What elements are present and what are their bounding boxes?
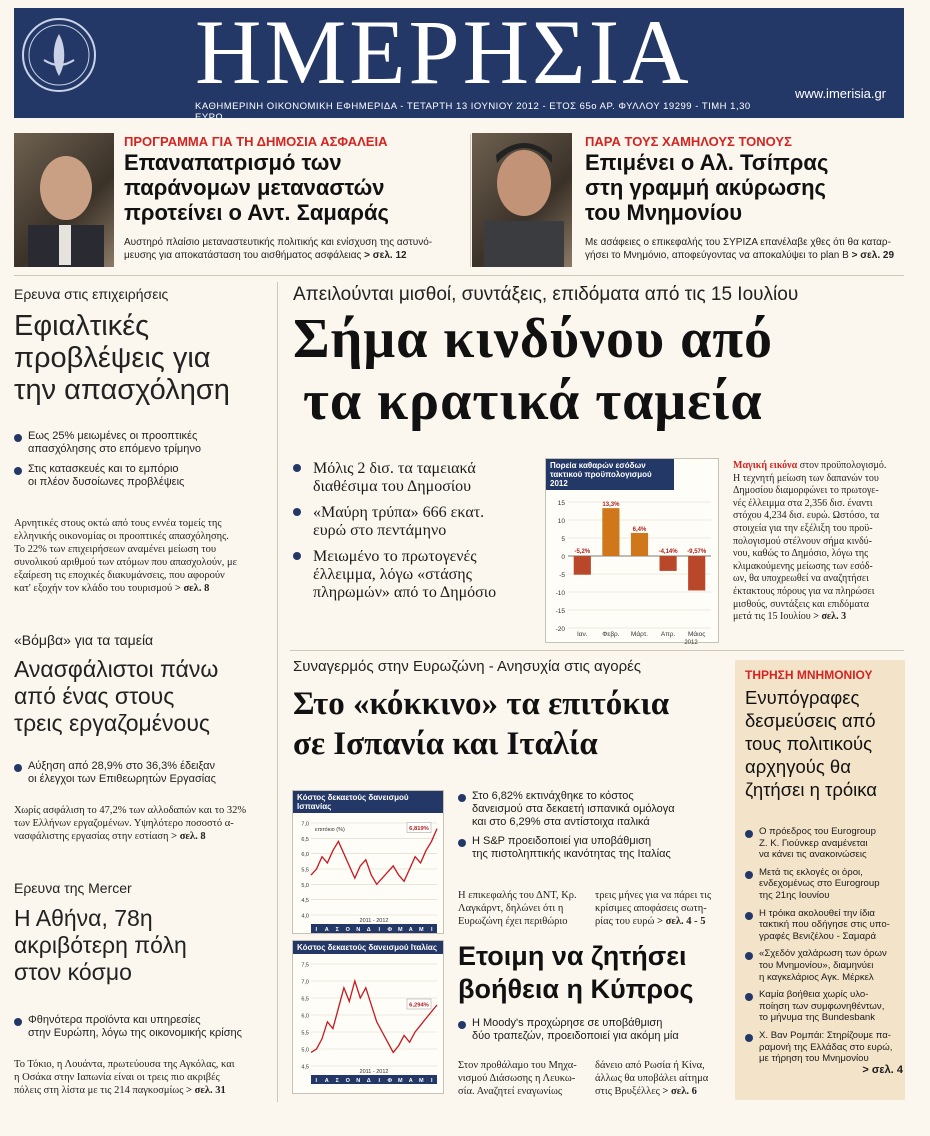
sidebox-bullets: Ο πρόεδρος του Eurogroup Ζ. Κ. Γιούνκερ αναμένεται να κάνει τις ανακοινώσεις Μετά τις εκλογές οι όροι, ενδεχομένως στο Eurogroup της 21ης Ιουνίου Η τρόικα ακολουθεί την ίδια τακτική που οδήγησε στις υπο- γραφές Βενιζέλου - Σαμαρά «Σχεδόν χαλάρωση των όρων του Μνημονίου», διαμηνύει η καγκελάριος Αγκ. Μέρκελ Καμία βοήθεια χωρίς υλο- ποίηση των συμφωνηθέντων, το μήνυμα της Bundesbank Χ. Βαν Ρομπάι: Στηρίζουμε πα- ραμονή της Ελλάδας στο ευρώ, με τήρηση του Μνημονίου > σελ. 4 bbox=[745, 826, 903, 1076]
page-ref[interactable]: > σελ. 8 bbox=[171, 831, 206, 842]
top-right-headline[interactable]: Επιμένει ο Αλ. Τσίπρας στη γραμμή ακύρωσης του Μνημονίου bbox=[585, 150, 829, 225]
bar-value-label: 13,3% bbox=[602, 502, 620, 509]
cyprus-headline[interactable]: Ετοιμη να ζητήσει βοήθεια η Κύπρος bbox=[458, 941, 694, 1004]
sidebox-kicker: ΤΗΡΗΣΗ ΜΝΗΜΟΝΙΟΥ bbox=[745, 668, 873, 682]
y-tick-label: 7,5 bbox=[301, 962, 309, 969]
top-left-kicker: ΠΡΟΓΡΑΜΜΑ ΓΙΑ ΤΗ ΔΗΜΟΣΙΑ ΑΣΦΑΛΕΙΑ bbox=[124, 134, 388, 149]
revenue-chart-title: Πορεία καθαρών εσόδων τακτικού προϋπολογισμού 2012 bbox=[546, 459, 674, 490]
revenue-chart bbox=[546, 490, 718, 650]
newspaper-seal-logo bbox=[22, 18, 96, 92]
bar-value-label: -4,14% bbox=[658, 549, 678, 555]
top-right-kicker: ΠΑΡΑ ΤΟΥΣ ΧΑΜΗΛΟΥΣ ΤΟΝΟΥΣ bbox=[585, 134, 792, 149]
revenue-chart-panel bbox=[545, 458, 719, 646]
cyprus-body-col1: Στον προθάλαμο του Μηχα- νισμού Διάσωσης η Λευκω- σία. Αναζητεί εναγωνίως bbox=[458, 1060, 577, 1097]
y-tick-label: 4,0 bbox=[301, 913, 309, 920]
x-tick-label: Φ bbox=[387, 927, 393, 933]
left3-bullets: Φθηνότερα προϊόντα και υπηρεσίες στην Ευρώπη, λόγω της οικονομικής κρίσης bbox=[14, 1014, 276, 1040]
y-tick-label: 5 bbox=[561, 536, 565, 543]
page-ref[interactable]: > σελ. 3 bbox=[813, 611, 847, 623]
spain-chart-title: Κόστος δεκαετούς δανεισμού Ισπανίας bbox=[293, 791, 443, 813]
bar-value-label: -9,57% bbox=[687, 549, 707, 555]
left1-headline[interactable]: Εφιαλτικές προβλέψεις για την απασχόληση bbox=[14, 310, 230, 406]
y-tick-label: -15 bbox=[555, 608, 565, 615]
x-tick-label: Ι bbox=[315, 927, 318, 933]
dateline: ΚΑΘΗΜΕΡΙΝΗ ΟΙΚΟΝΟΜΙΚΗ ΕΦΗΜΕΡΙΔΑ - ΤΕΤΑΡΤΗ 13 ΙΟΥΝΙΟΥ 2012 - ΕΤΟΣ 65ο ΑΡ. ΦΥΛΛΟΥ 19299 - ΤΙΜΗ 1,30 ΕΥΡΩ bbox=[195, 101, 751, 123]
page-ref[interactable]: > σελ. 4 - 5 bbox=[657, 916, 706, 927]
left2-headline[interactable]: Ανασφάλιστοι πάνω από ένας στους τρεις εργαζομένους bbox=[14, 656, 219, 736]
spain-yield-chart-panel bbox=[292, 790, 444, 934]
y-tick-label: 7,0 bbox=[301, 979, 309, 986]
left1-kicker: Ερευνα στις επιχειρήσεις bbox=[14, 286, 169, 302]
bar bbox=[660, 556, 677, 571]
masthead-title[interactable]: ΗΜΕΡΗΣΙΑ bbox=[195, 1, 692, 103]
page-ref[interactable]: > σελ. 12 bbox=[364, 250, 407, 261]
left3-headline[interactable]: Η Αθήνα, 78η ακριβότερη πόλη στον κόσμο bbox=[14, 905, 187, 985]
x-tick-label: Μάιος bbox=[688, 631, 706, 638]
last-value-label: 6,819% bbox=[409, 826, 429, 833]
x-tick-label: Ι bbox=[378, 927, 381, 933]
y-tick-label: 6,5 bbox=[301, 836, 309, 843]
y-tick-label: -10 bbox=[555, 590, 565, 597]
y-tick-label: 4,5 bbox=[301, 898, 309, 905]
y-tick-label: 6,0 bbox=[301, 1013, 309, 1020]
italy-chart-title: Κόστος δεκαετούς δανεισμού Ιταλίας bbox=[293, 941, 443, 954]
y-tick-label: 7,0 bbox=[301, 821, 309, 828]
y-tick-label: 5,0 bbox=[301, 882, 309, 889]
cyprus-body-col2: δάνειο από Ρωσία ή Κίνα, άλλως θα υποβάλει αίτημα στις Βρυξέλλες > σελ. 6 bbox=[595, 1060, 709, 1097]
site-url[interactable]: www.imerisia.gr bbox=[795, 86, 887, 101]
page-ref[interactable]: > σελ. 6 bbox=[662, 1086, 697, 1097]
sidebox-headline[interactable]: Ενυπόγραφες δεσμεύσεις από τους πολιτικούς αρχηγούς θα ζητήσει η τρόικα bbox=[745, 687, 878, 800]
page-ref[interactable]: > σελ. 8 bbox=[174, 583, 210, 594]
italy-yield-chart bbox=[293, 954, 443, 1092]
y-tick-label: 5,5 bbox=[301, 867, 309, 874]
x-tick-label: Ν bbox=[356, 1078, 361, 1084]
x-axis-label: 2012 bbox=[684, 640, 698, 646]
lead-caption: Μαγική εικόνα στον προϋπολογισμό. Η τεχνητή μείωση των δαπανών του Δημοσίου διαμορφώνει το πρωτογε- νές έλλειμμα στα 2,356 δισ. έναντι στόχου 4,234 δισ. ευρώ. Ωστόσο, τα στοιχεία για την εξέλιξη του προϋ- πολογισμού στέλνουν σήμα κινδύ- νου, καθώς το Δημόσιο, λόγω της κλιμακούμενης μείωσης των εσόδ- ων, θα υποχρεωθεί να αναζητήσει έκτακτους πόρους για να πληρώσει μισθούς, συντάξεις και επιδόματα μετά τις 15 Ιουλίου > σελ. 3 bbox=[733, 460, 887, 623]
yield-line bbox=[311, 981, 437, 1052]
cyprus-bullets: Η Moody's προχώρησε σε υποβάθμιση δύο τραπεζών, προειδοποιεί για ακόμη μία bbox=[458, 1017, 728, 1043]
samaras-photo bbox=[14, 133, 114, 267]
x-tick-label: Μάρτ. bbox=[630, 631, 649, 638]
euro-bullets: Στο 6,82% εκτινάχθηκε το κόστος δανεισμού στα δεκαετή ισπανικά ομόλογα και στο 6,29% στα αντίστοιχα ιταλικά Η S&P προειδοποιεί για υποβάθμιση της πιστοληπτικής ικανότητας της Ιταλίας bbox=[458, 790, 728, 861]
bar-value-label: 6,4% bbox=[632, 526, 647, 533]
left1-body: Αρνητικές στους οκτώ από τους εννέα τομείς της ελληνικής οικονομίας οι προοπτικές απασχόλησης. Το 22% των επιχειρήσεων αναμένει μείωση του συνολικού αριθμού των ατόμων που απασχολούν, με εξαίρεση τις εποχικές διακυμάνσεις, που αφορούν κατ' εξοχήν τον κλάδο του τουρισμού > σελ. 8 bbox=[14, 518, 238, 594]
x-tick-label: Ο bbox=[345, 927, 350, 933]
x-tick-label: Απρ. bbox=[660, 631, 676, 638]
x-tick-label: Μ bbox=[397, 927, 403, 933]
y-tick-label: 6,0 bbox=[301, 852, 309, 859]
x-year-label: 2011 - 2012 bbox=[359, 1069, 389, 1075]
left1-bullets: Εως 25% μειωμένες οι προοπτικές απασχόλησης στο επόμενο τρίμηνο Στις κατασκευές και το εμπόριο οι πλέον δυσοίωνες προβλέψεις bbox=[14, 430, 274, 489]
lead-bullets: Μόλις 2 δισ. τα ταμειακά διαθέσιμα του Δημοσίου «Μαύρη τρύπα» 666 εκατ. ευρώ στο πεντάμηνο Μειωμένο το πρωτογενές έλλειμμα, λόγω «στάσης πληρωμών» από το Δημόσιο bbox=[293, 460, 538, 602]
x-tick-label: Μ bbox=[418, 1078, 424, 1084]
x-tick-label: Μ bbox=[397, 1078, 403, 1084]
top-left-headline[interactable]: Επαναπατρισμό των παράνομων μεταναστών προτείνει ο Αντ. Σαμαράς bbox=[124, 150, 389, 225]
italy-yield-chart-panel bbox=[292, 940, 444, 1094]
left2-bullets: Αύξηση από 28,9% στο 36,3% έδειξαν οι έλεγχοι των Επιθεωρητών Εργασίας bbox=[14, 760, 276, 786]
x-tick-label: Δ bbox=[366, 927, 371, 933]
column-divider bbox=[470, 134, 471, 267]
euro-headline[interactable]: Στο «κόκκινο» τα επιτόκια σε Ισπανία και Ιταλία bbox=[293, 686, 670, 762]
bar bbox=[631, 533, 648, 556]
page-ref[interactable]: > σελ. 4 bbox=[862, 1063, 903, 1076]
x-tick-label: Ι bbox=[378, 1078, 381, 1084]
series-name-label: επιτόκιο (%) bbox=[315, 827, 345, 833]
lead-kicker: Απειλούνται μισθοί, συντάξεις, επιδόματα από τις 15 Ιουλίου bbox=[293, 284, 799, 305]
y-tick-label: 0 bbox=[561, 554, 565, 561]
x-tick-label: Ι bbox=[430, 927, 433, 933]
x-tick-label: Ν bbox=[356, 927, 361, 933]
x-tick-label: Φεβρ. bbox=[602, 631, 620, 638]
x-tick-label: Ιαν. bbox=[576, 631, 588, 638]
x-tick-label: Ι bbox=[315, 1078, 318, 1084]
euro-body-col2: τρεις μήνες για να πάρει τις κρίσιμες αποφάσεις σωτη- ρίας του ευρώ > σελ. 4 - 5 bbox=[595, 890, 712, 927]
x-tick-label: Σ bbox=[335, 927, 339, 933]
x-tick-label: Ο bbox=[345, 1078, 350, 1084]
tsipras-photo bbox=[472, 133, 572, 267]
page-ref[interactable]: > σελ. 31 bbox=[186, 1085, 226, 1096]
top-right-summary: Με ασάφειες ο επικεφαλής του ΣΥΡΙΖΑ επανέλαβε χθες ότι θα καταρ- γήσει το Μνημόνιο, αποφεύγοντας να αποκαλύψει το plan B > σελ. 29 bbox=[585, 237, 895, 261]
lead-headline[interactable]: Σήμα κινδύνου από τα κρατικά ταμεία bbox=[293, 308, 774, 432]
x-tick-label: Σ bbox=[335, 1078, 339, 1084]
section-rule bbox=[290, 650, 904, 651]
bar bbox=[574, 556, 591, 575]
spain-yield-chart bbox=[293, 813, 443, 941]
left2-body: Χωρίς ασφάλιση το 47,2% των αλλοδαπών και το 32% των Ελλήνων εργαζομένων. Υψηλότερο ποσοστό α- νασφάλιστης εργασίας στην εστίαση > σελ. 8 bbox=[14, 805, 247, 842]
y-tick-label: -20 bbox=[555, 626, 565, 633]
x-tick-label: Μ bbox=[418, 927, 424, 933]
euro-kicker: Συναγερμός στην Ευρωζώνη - Ανησυχία στις αγορές bbox=[293, 658, 642, 675]
y-tick-label: 5,5 bbox=[301, 1030, 309, 1037]
bar bbox=[602, 508, 619, 556]
page-ref[interactable]: > σελ. 29 bbox=[851, 250, 895, 261]
y-tick-label: 15 bbox=[557, 500, 565, 507]
yield-line bbox=[311, 829, 437, 885]
y-tick-label: 5,0 bbox=[301, 1047, 309, 1054]
euro-body-col1: Η επικεφαλής του ΔΝΤ, Κρ. Λαγκάρντ, δηλώνει ότι η Ευρωζώνη έχει περιθώριο bbox=[458, 890, 577, 927]
y-tick-label: 4,5 bbox=[301, 1064, 309, 1071]
bar-value-label: -5,2% bbox=[574, 549, 591, 555]
left3-kicker: Ερευνα της Mercer bbox=[14, 880, 132, 896]
x-tick-label: Δ bbox=[366, 1078, 371, 1084]
left-column-divider bbox=[277, 282, 278, 1102]
section-rule bbox=[14, 275, 904, 276]
x-tick-label: Α bbox=[408, 927, 413, 933]
x-tick-label: Φ bbox=[387, 1078, 393, 1084]
x-tick-label: Α bbox=[324, 1078, 329, 1084]
left3-body: Το Τόκιο, η Λουάντα, πρωτεύουσα της Αγκόλας, και η Οσάκα στην Ιαπωνία είναι οι τρεις πιο ακριβές πόλεις στη λίστα με τις 214 παγκοσμίως > σελ. 31 bbox=[14, 1059, 235, 1096]
y-tick-label: -5 bbox=[559, 572, 565, 579]
x-tick-label: Α bbox=[324, 927, 329, 933]
bar bbox=[688, 556, 705, 590]
top-left-summary: Αυστηρό πλαίσιο μεταναστευτικής πολιτικής και ενίσχυση της αστυνό- μευσης για αποκατάσταση του αισθήματος ασφάλειας > σελ. 12 bbox=[124, 237, 433, 261]
y-tick-label: 10 bbox=[557, 518, 565, 525]
left2-kicker: «Βόμβα» για τα ταμεία bbox=[14, 632, 154, 648]
x-year-label: 2011 - 2012 bbox=[359, 918, 389, 924]
x-tick-label: Ι bbox=[430, 1078, 433, 1084]
y-tick-label: 6,5 bbox=[301, 996, 309, 1003]
last-value-label: 6,294% bbox=[409, 1002, 429, 1009]
x-tick-label: Α bbox=[408, 1078, 413, 1084]
